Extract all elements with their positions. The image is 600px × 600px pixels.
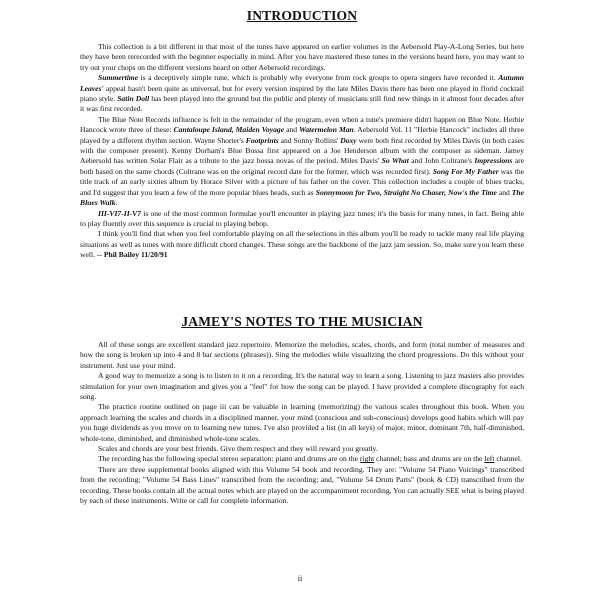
title-footprints: Footprints (245, 135, 279, 145)
title-doxy: Doxy (340, 135, 357, 145)
title-watermelon-man: Watermelon Man (299, 125, 354, 135)
jamey-p5-text-c: channel. (494, 454, 522, 464)
intro-paragraph-3 (80, 115, 524, 209)
intro-p5-text-a: I think you'll find that when you feel comfortable playing on all the selections in this album you'll be ready to tackle many real life playing situations as well as tunes with more difficult chord changes. These songs are the backbone of the jazz jam session. So, make sure you learn these well. -- (80, 229, 524, 260)
right-channel-word: right (359, 454, 375, 464)
intro-p3-text-h: was the title track of an early sixties album by Horace Silver with a picture of his father on the cover. This collection includes a couple of blues tracks, and I'd suggest that you learn a few of the more popular blues heads, such as (80, 166, 525, 197)
title-impressions: Impressions (474, 156, 513, 166)
jamey-p5-text-b: channel; bass and drums are on the (374, 454, 485, 464)
jamey-paragraph-5 (80, 454, 524, 464)
intro-p3-text-j: . (115, 198, 118, 208)
intro-p3-text-c: . Aebersold Vol. 11 "Herbie Hancock" includes all three played by a different rhythm section. Wayne Shorter's (80, 125, 525, 145)
title-summertime: Summertime (98, 73, 139, 83)
introduction-body (80, 42, 524, 261)
intro-p3-text-d: and Sonny Rollins' (278, 135, 341, 145)
jamey-p5-text-a: The recording has the following special stereo separation: piano and drums are on the (98, 454, 360, 464)
introduction-heading: INTRODUCTION (246, 8, 358, 23)
title-song-for-my-father: Song For My Father (432, 166, 499, 176)
intro-p3-text-f: and John Coltrane's (408, 156, 475, 166)
title-cantaloupe-maiden: Cantaloupe Island, Maiden Voyage (173, 125, 285, 135)
title-satin-doll: Satin Doll (117, 94, 150, 104)
page-number: ii (297, 574, 303, 583)
intro-p3-text-a: The Blue Note Records influence is felt in the remainder of the program, even when a tune's premiere didn't happen on Blue Note. Herbie Hancock wrote three of these: (80, 114, 524, 135)
title-so-what: So What (381, 156, 409, 166)
intro-p2-text-c: has been played into the ground but the public and plenty of musicians still find new things in it almost four decades after it was first recorded. (80, 94, 524, 114)
intro-paragraph-5 (80, 229, 524, 260)
intro-paragraph-1: This collection is a bit different in that most of the tunes have appeared on earlier volumes in the Aebersold Play-A-Long Series, but here they have been rerecorded with the beginner especially in mind. After you have mastered these tunes in the versions heard here, you may want to try out your chops on the different versions heard on other Aebersold recordings. (80, 42, 524, 72)
intro-p3-text-g: are both based on the same chords (Coltrane was on the original record date for the former, which was recorded first). (80, 156, 525, 176)
jamey-paragraph-4: Scales and chords are your best friends. Give them respect and they will reward you greatly. (98, 444, 378, 454)
intro-p3-text-b: and (284, 125, 300, 135)
jamey-notes-heading: JAMEY'S NOTES TO THE MUSICIAN (181, 314, 423, 329)
chord-formula: III-VI7-II-V7 (98, 208, 142, 218)
title-blues-walk: The Blues Walk (80, 187, 525, 208)
intro-p2-text-a: is a deceptively simple tune, which is probably why everyone from rock groups to opera singers have recorded it. (138, 73, 499, 83)
intro-paragraph-4 (80, 209, 524, 230)
intro-p4-text-a: is one of the most common formulae you'll encounter in playing jazz tunes; it's the basis for many tunes, in fact. Being able to play fluently over this sequence is crucial to playing bebop. (80, 208, 524, 228)
jamey-paragraph-2: A good way to memorize a song is to listen to it on a recording. It's the natural way to learn a song. Listening to jazz masters also provides stimulation for your own imagination and gives you a "feel" for how the song can be played. I have provided a complete discography for each song. (80, 371, 524, 402)
title-blues-heads: Sonnymoon for Two, Straight No Chaser, Now's the Time (315, 187, 497, 197)
intro-p2-text-b: appeal hasn't been quite as universal, but for every version inspired by the late Miles Davis there has been one played in florid cocktail piano style. (80, 83, 524, 104)
title-autumn-leaves: Autumn Leaves' (80, 73, 524, 93)
jamey-paragraph-1: All of these songs are excellent standard jazz repertoire. Memorize the melodies, scales, chords, and form (total number of measures and how the song is broken up into 4 and 8 bar sections (phrases)). Sing the melodies while visualizing the chord progressions. Do this without your instrument. Just use your mind. (80, 340, 524, 370)
jamey-paragraph-6: There are three supplemental books aligned with this Volume 54 book and recording. They are: "Volume 54 Piano Voicings" transcribed from the recording; "Volume 54 Bass Lines" transcribed from the recording; and, "Volume 54 Drum Parts" (book & CD) transcribed from the recording. These books contain all the actual notes which are played on the accompaniment recording, You can actually SEE what is being played by each of these instruments. Write or call for complete information. (80, 464, 524, 506)
intro-paragraph-2 (80, 73, 524, 115)
intro-p3-text-i: and (496, 187, 512, 197)
jamey-paragraph-3: The practice routine outlined on page iii can be valuable in learning (memorizing) the various scales throughout this book. When you approach learning the scales and chords in a disciplined manner, your mind (conscious and sub-conscious) develops good habits which will pay you huge dividends as you move on to learning new tunes. I've also provided a list (in all keys) of major, minor, dominant 7th, half-diminished, whole-tone, diminished, and diminished whole-tone scales. (80, 402, 524, 443)
intro-p3-text-e: were both first recorded by Miles Davis (in both cases with the composer present). Kenny Dorham's Blue Bossa first appeared on a Joe Henderson album with the composer as sideman. Jamey Aebersold has written Solar Flair as a tribute to the jazz bossa novas of the period. Miles Davis' (80, 135, 524, 166)
left-channel-word: left (484, 454, 495, 464)
author-signature: Phil Bailey 11/20/91 (103, 250, 168, 260)
jamey-notes-body (80, 340, 524, 507)
